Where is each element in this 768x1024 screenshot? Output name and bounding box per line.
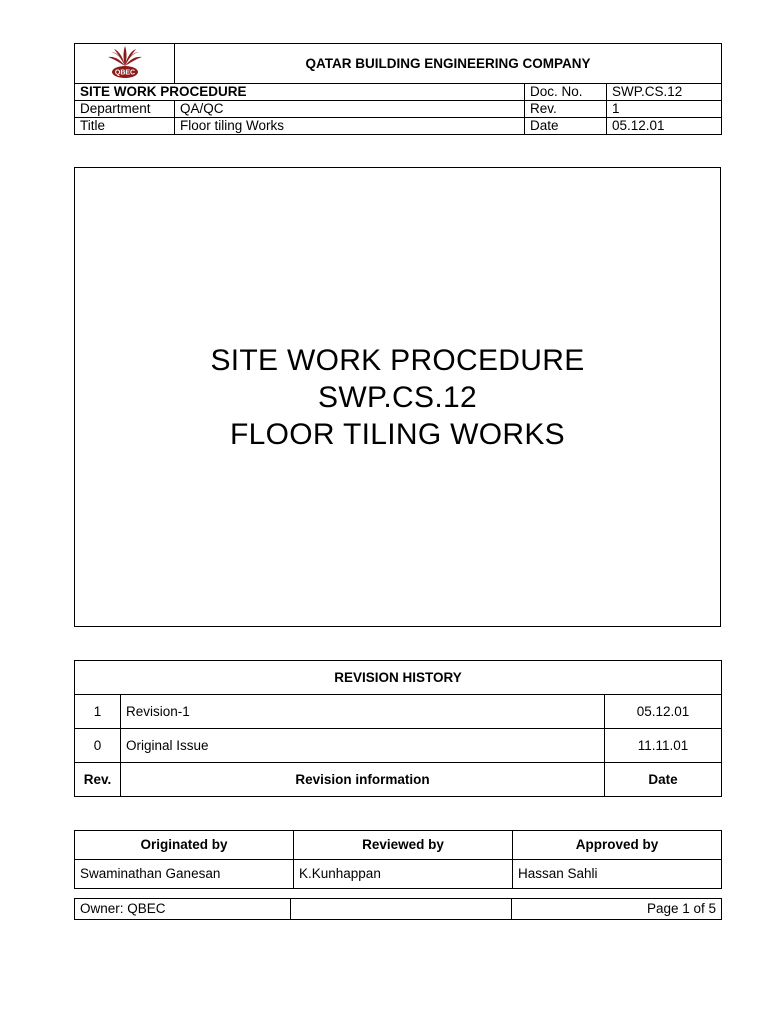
title-box bbox=[74, 167, 721, 627]
reviewer-name: K.Kunhappan bbox=[294, 860, 513, 889]
document-header bbox=[74, 43, 722, 135]
revision-info: Revision-1 bbox=[121, 695, 605, 729]
date-value: 05.12.01 bbox=[607, 117, 722, 134]
logo-text: QBEC bbox=[114, 69, 135, 77]
rev-column-header: Rev. bbox=[75, 763, 121, 797]
department-label: Department bbox=[75, 100, 175, 117]
title-line-doc-number: SWP.CS.12 bbox=[318, 381, 477, 414]
originated-by-header: Originated by bbox=[75, 831, 294, 860]
revision-date: 05.12.01 bbox=[605, 695, 722, 729]
title-line-procedure: SITE WORK PROCEDURE bbox=[210, 344, 585, 377]
doc-title: SITE WORK PROCEDURE bbox=[75, 83, 525, 100]
footer-middle-cell bbox=[291, 899, 512, 920]
reviewed-by-header: Reviewed by bbox=[294, 831, 513, 860]
revision-info: Original Issue bbox=[121, 729, 605, 763]
logo-cell bbox=[75, 44, 175, 84]
approval-table bbox=[74, 830, 722, 889]
table-row bbox=[75, 695, 722, 729]
title-value: Floor tiling Works bbox=[175, 117, 525, 134]
revision-date: 11.11.01 bbox=[605, 729, 722, 763]
revision-header-row bbox=[75, 763, 722, 797]
company-name: QATAR BUILDING ENGINEERING COMPANY bbox=[175, 44, 722, 84]
revision-history-table bbox=[74, 660, 722, 797]
date-column-header: Date bbox=[605, 763, 722, 797]
page-number: Page 1 of 5 bbox=[512, 899, 722, 920]
owner-label: Owner: QBEC bbox=[75, 899, 291, 920]
table-row bbox=[75, 729, 722, 763]
originator-name: Swaminathan Ganesan bbox=[75, 860, 294, 889]
rev-label: Rev. bbox=[525, 100, 607, 117]
department-value: QA/QC bbox=[175, 100, 525, 117]
revision-number: 1 bbox=[75, 695, 121, 729]
date-label: Date bbox=[525, 117, 607, 134]
document-footer bbox=[74, 898, 722, 920]
doc-no-label: Doc. No. bbox=[525, 83, 607, 100]
title-label: Title bbox=[75, 117, 175, 134]
company-logo bbox=[105, 44, 145, 80]
info-column-header: Revision information bbox=[121, 763, 605, 797]
doc-no-value: SWP.CS.12 bbox=[607, 83, 722, 100]
approver-name: Hassan Sahli bbox=[513, 860, 722, 889]
revision-history-title: REVISION HISTORY bbox=[75, 661, 722, 695]
rev-value: 1 bbox=[607, 100, 722, 117]
revision-number: 0 bbox=[75, 729, 121, 763]
approved-by-header: Approved by bbox=[513, 831, 722, 860]
title-line-subject: FLOOR TILING WORKS bbox=[230, 418, 565, 451]
